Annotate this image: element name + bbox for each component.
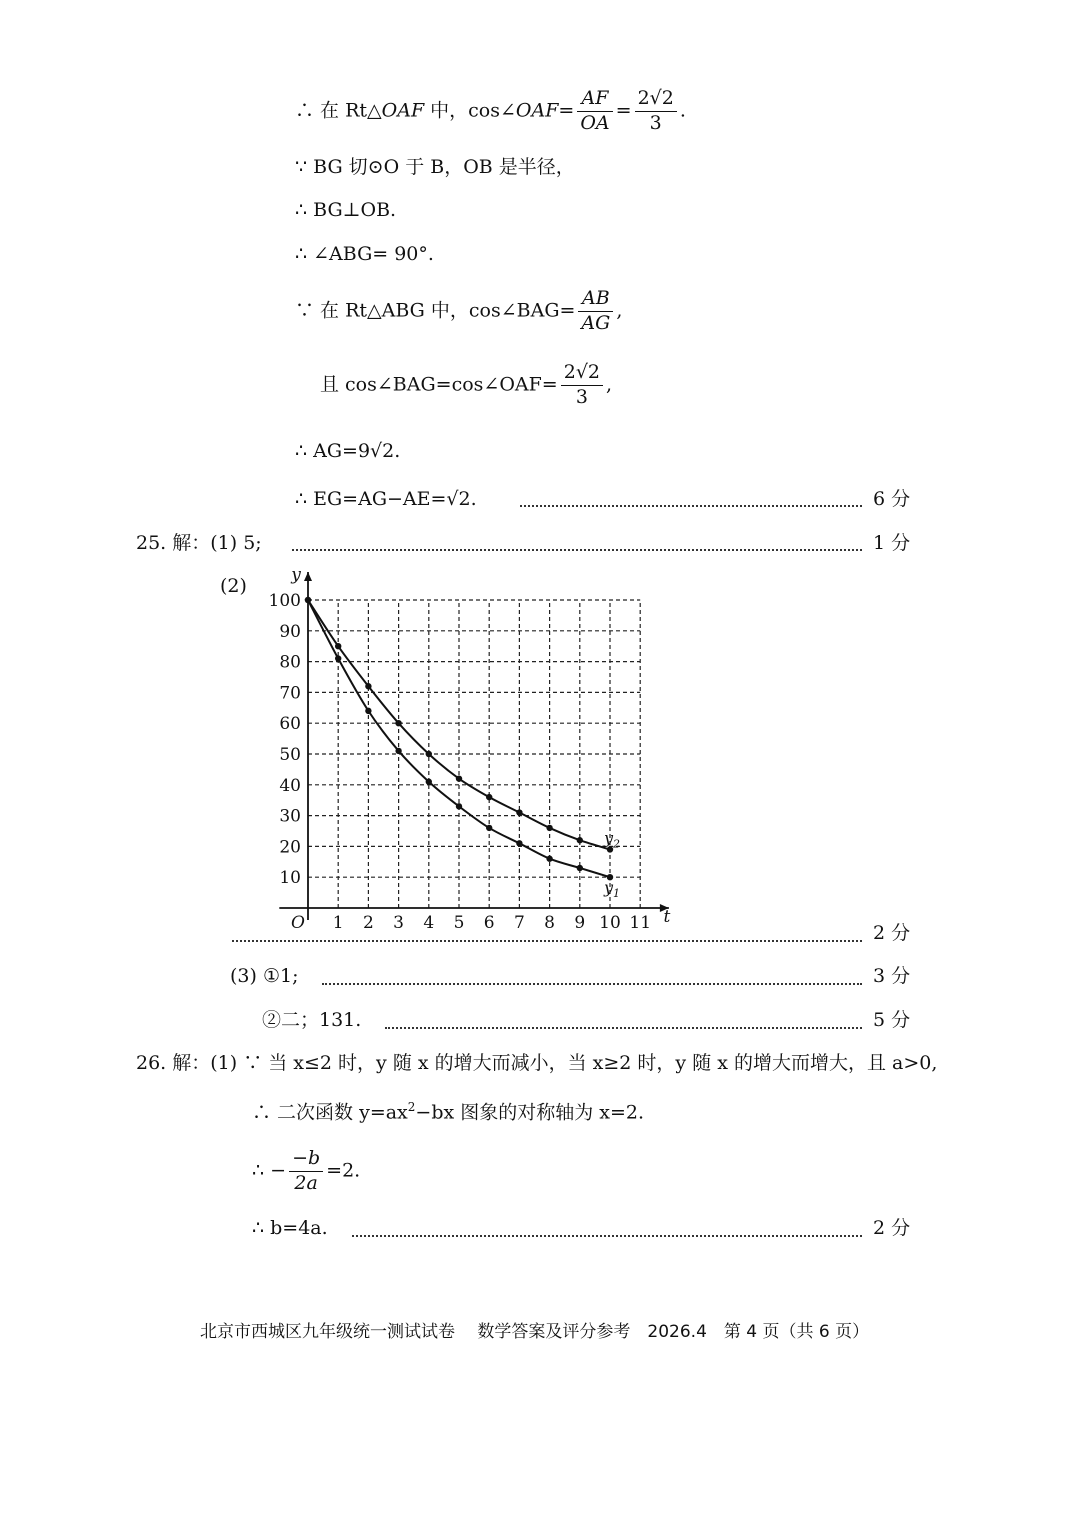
q26-result: ∴ b=4a. (252, 1217, 328, 1239)
numerator: −b (289, 1148, 323, 1172)
numerator: 2√2 (561, 362, 603, 386)
x-tick-label: 7 (513, 913, 525, 930)
score-1: 1 分 (873, 532, 911, 554)
text: OAF (381, 99, 425, 122)
denominator: OA (580, 111, 610, 134)
denominator: AG (581, 311, 611, 334)
text: = (615, 99, 632, 122)
data-point-y2 (486, 794, 492, 800)
score-leader (352, 1235, 862, 1237)
x-tick-label: 2 (362, 913, 374, 930)
q25-part2-label: (2) (220, 575, 247, 597)
text: =2. (326, 1159, 361, 1182)
data-point-y2 (546, 825, 552, 831)
score-leader (322, 983, 862, 985)
score-5: 5 分 (873, 1009, 911, 1031)
text: ∴ − (252, 1159, 287, 1182)
y-tick-label: 50 (279, 745, 301, 765)
data-point-y2 (335, 643, 341, 649)
data-point-y1 (486, 825, 492, 831)
line-cos-bag (295, 288, 622, 335)
text: −bx 图象的对称轴为 x=2. (415, 1101, 645, 1124)
series-label-subscript: 2 (613, 837, 621, 851)
line-bg-tangent: ∵ BG 切⊙O 于 B，OB 是半径， (295, 156, 575, 178)
x-tick-label: 4 (423, 913, 435, 930)
data-point-y1 (577, 865, 583, 871)
line-ag: ∴ AG=9√2. (295, 440, 401, 462)
line-cos-equal (320, 362, 612, 409)
text: OAF (515, 99, 559, 122)
text: , (616, 299, 623, 322)
q25-part3b: ②二；131. (262, 1009, 362, 1031)
score-leader (292, 549, 862, 551)
fraction (289, 1148, 323, 1195)
fraction (577, 88, 612, 135)
denominator: 3 (649, 111, 662, 134)
denominator: 3 (575, 385, 588, 408)
q25-part3a: (3) ①1; (230, 965, 299, 987)
line-angle-abg: ∴ ∠ABG= 90°. (295, 243, 434, 265)
y-axis-arrow (304, 572, 312, 581)
text: ∵ 在 Rt△ABG 中，cos∠BAG= (295, 299, 576, 322)
fraction (635, 88, 677, 135)
line-eg: ∴ EG=AG−AE=√2. (295, 488, 477, 510)
text: = (558, 99, 575, 122)
text: ∴ 在 Rt△ (295, 99, 382, 122)
score-leader (232, 940, 862, 942)
data-point-y1 (335, 655, 341, 661)
fraction (561, 362, 603, 409)
series-label-subscript: 1 (613, 887, 621, 901)
text: , (606, 373, 613, 396)
data-point-y2 (577, 837, 583, 843)
y-tick-label: 100 (268, 591, 301, 611)
data-point-y2 (456, 775, 462, 781)
score-leader (385, 1027, 862, 1029)
y-tick-label: 60 (279, 714, 301, 735)
numerator: 2√2 (635, 88, 677, 112)
q26-part1: 26. 解：(1) ∵ 当 x≤2 时，y 随 x 的增大而减小，当 x≥2 时，y 随 x 的增大而增大，且 a>0, (136, 1052, 938, 1074)
score-2b: 2 分 (873, 1217, 911, 1239)
series-label-y1: $y_1$ (604, 878, 621, 901)
data-point-y1 (516, 840, 522, 846)
x-tick-label: 10 (599, 913, 621, 930)
origin-label: O (291, 913, 305, 930)
text: 且 cos∠BAG=cos∠OAF= (320, 373, 558, 396)
q26-fraction (252, 1148, 360, 1195)
data-point-y1 (426, 779, 432, 785)
line-bg-perp: ∴ BG⊥OB. (295, 199, 397, 221)
grid (308, 600, 640, 908)
x-tick-label: 11 (629, 913, 652, 930)
y-tick-label: 30 (279, 806, 301, 827)
text: . (679, 99, 686, 122)
superscript: 2 (407, 1100, 416, 1114)
y-tick-label: 80 (279, 652, 301, 673)
y-tick-label: 70 (279, 683, 301, 704)
text: ∴ 二次函数 y=ax (252, 1101, 408, 1124)
x-tick-label: 5 (453, 913, 465, 930)
data-point-y2 (395, 720, 401, 726)
data-point-y1 (546, 856, 552, 862)
data-point-y1 (395, 748, 401, 754)
score-3: 3 分 (873, 965, 911, 987)
function-graph (260, 560, 680, 930)
data-point-y1 (456, 803, 462, 809)
x-tick-label: 1 (332, 913, 344, 930)
q25-part1: 25. 解：(1) 5; (136, 532, 262, 554)
x-axis-label: t (663, 907, 671, 927)
fraction (578, 288, 613, 335)
y-tick-label: 40 (279, 775, 301, 796)
y-tick-label: 20 (279, 837, 301, 858)
score-leader (520, 505, 862, 507)
x-tick-label: 6 (483, 913, 495, 930)
y-tick-label: 90 (279, 621, 301, 642)
x-tick-label: 9 (574, 913, 586, 930)
score-2: 2 分 (873, 922, 911, 944)
data-point-y1 (305, 597, 311, 603)
text: 中，cos∠ (424, 99, 516, 122)
x-tick-label: 8 (544, 913, 556, 930)
numerator: AB (578, 288, 613, 312)
numerator: AF (577, 88, 612, 112)
y-tick-label: 10 (279, 868, 301, 889)
series-label-y2: $y_2$ (604, 828, 621, 851)
page-footer: 北京市西城区九年级统一测试试卷 数学答案及评分参考 2026.4 第 4 页（共 6 页） (200, 1322, 870, 1342)
data-point-y2 (426, 751, 432, 757)
data-point-y2 (516, 809, 522, 815)
q26-axis (252, 1101, 644, 1122)
y-axis-label: y (291, 565, 301, 585)
score-6: 6 分 (873, 488, 911, 510)
line-cos-oaf (295, 88, 686, 135)
data-point-y2 (365, 683, 371, 689)
denominator: 2a (294, 1171, 318, 1194)
x-tick-label: 3 (393, 913, 405, 930)
data-point-y1 (365, 708, 371, 714)
series (305, 597, 620, 900)
